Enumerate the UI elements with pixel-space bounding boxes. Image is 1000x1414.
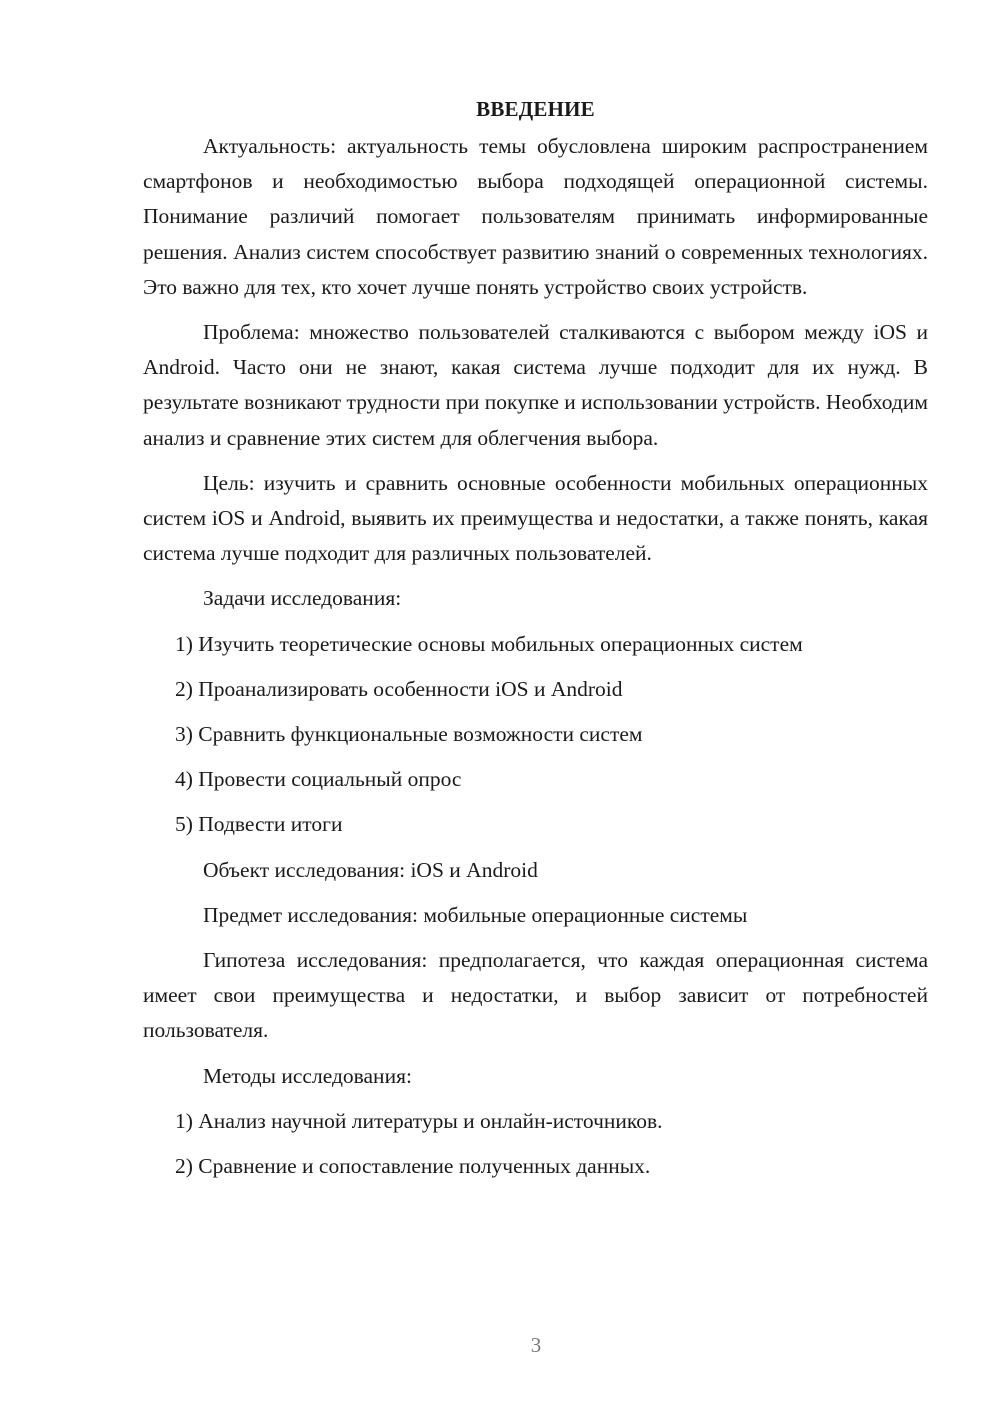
document-page [143,92,928,1194]
list-item: 1) Изучить теоретические основы мобильных операционных систем [175,631,803,656]
research-object: Объект исследования: iOS и Android [203,857,538,882]
list-item: 5) Подвести итоги [175,812,343,837]
tasks-list [143,627,928,843]
methods-heading: Методы исследования: [203,1063,412,1088]
relevance-paragraph: Актуальность: актуальность темы обусловлена широким распространением смартфонов и необходимостью выбора подходящей операционной системы. Понимание различий помогает пользователям принимать информированные решения. Анализ систем способствует развитию знаний о современных технологиях. Это важно для тех, кто хочет лучше понять устройство своих устройств. [143,134,928,299]
tasks-heading: Задачи исследования: [203,586,402,611]
list-item: 1) Анализ научной литературы и онлайн-источников. [175,1108,663,1133]
research-subject: Предмет исследования: мобильные операционные системы [203,902,748,927]
list-item: 2) Сравнение и сопоставление полученных данных. [175,1154,651,1179]
goal-paragraph: Цель: изучить и сравнить основные особенности мобильных операционных систем iOS и Android, выявить их преимущества и недостатки, а также понять, какая система лучше подходит для различных пользователей. [143,470,928,566]
list-item: 2) Проанализировать особенности iOS и Android [175,676,623,701]
page-number: 3 [530,1333,542,1357]
methods-list [143,1104,928,1184]
hypothesis-paragraph: Гипотеза исследования: предполагается, что каждая операционная система имеет свои преимущества и недостатки, и выбор зависит от потребностей пользователя. [143,948,928,1043]
problem-paragraph: Проблема: множество пользователей сталкиваются с выбором между iOS и Android. Часто они не знают, какая система лучше подходит для их нужд. В результате возникают трудности при покупке и использовании устройств. Необходим анализ и сравнение этих систем для облегчения выбора. [143,320,928,450]
list-item: 3) Сравнить функциональные возможности систем [175,722,643,747]
section-title: ВВЕДЕНИЕ [476,97,595,121]
list-item: 4) Провести социальный опрос [175,767,462,792]
